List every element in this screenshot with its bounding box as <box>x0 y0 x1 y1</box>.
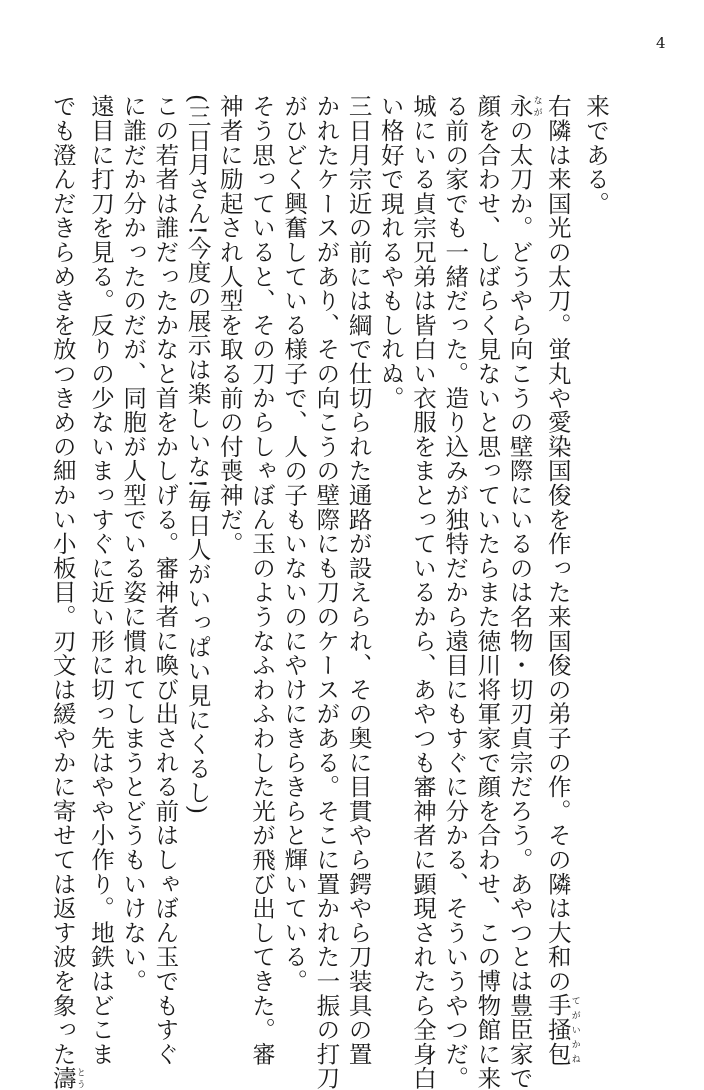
text-line-with-ruby: 右隣は来国光の太刀。蛍丸や愛染国俊を作った来国俊の弟子の作。その隣は大和の手掻包てがいかね <box>543 94 580 1067</box>
vertical-text-body <box>47 94 612 1090</box>
furigana-ruby: 濤とう <box>48 1066 85 1090</box>
furigana-reading: なが <box>531 94 542 119</box>
text-line: そう思っていると、その刀からしゃぼん玉のようなふわふわした光が飛び出してきた。審 <box>247 94 276 1066</box>
text-line: 顔を合わせ、しばらく見ないと思っていたらまた徳川将軍家で顔を合わせ、この博物館に来 <box>473 94 502 1090</box>
text-line: に誰だか分かったのだが、同胞が人型でいる姿に慣れてしまうとどうもいけない。 <box>119 94 148 994</box>
text-line: 来である。 <box>582 94 610 216</box>
text-line: 城にいる貞宗兄弟は皆白い衣服をまとっているから、あやつも審神者に顕現されたら全身白 <box>408 94 437 1090</box>
furigana-reading: てがいかね <box>569 993 580 1066</box>
furigana-ruby: 永なが <box>505 94 542 119</box>
text-line: 遠目に打刀を見る。反りの少ないまっすぐに近い形に切っ先はやや小作り。地鉄はどこま <box>86 94 115 1066</box>
text-line: 三日月宗近の前には綱で仕切られた通路が設えられ、その奥に目貫やら鍔やら刀装具の置 <box>344 94 373 1066</box>
text-line: (三日月さん!今度の展示は楽しいな!毎日人がいっぱい見にくるし) <box>183 94 212 815</box>
text-line: 神者に励起され人型を取る前の付喪神だ。 <box>215 94 244 556</box>
page-number: 4 <box>656 34 666 52</box>
text-line: かれたケースがあり、その向こうの壁際にも刀のケースがある。そこに置かれた一振の打刀 <box>312 94 341 1090</box>
furigana-reading: とう <box>74 1066 85 1090</box>
text-line: い格好で現れるやもしれぬ。 <box>376 94 405 410</box>
text-line: この若者は誰だったかなと首をかしげる。審神者に喚び出される前はしゃぼん玉でもすぐ <box>151 94 180 1066</box>
furigana-ruby: 手掻包てがいかね <box>543 993 580 1067</box>
text-line-with-ruby: 永ながの太刀か。どうやら向こうの壁際にいるのは名物・切刃貞宗だろう。あやつとは豊臣家で <box>505 94 542 1090</box>
text-line-with-ruby: でも澄んだきらめきを放つきめの細かい小板目。刃文は緩やかに寄せては返す波を象った濤とう <box>48 94 85 1090</box>
text-line: る前の家でも一緒だった。造り込みが独特だから遠目にもすぐに分かる、そういうやつだ。 <box>441 94 470 1090</box>
text-line: がひどく興奮している様子で、人の子もいないのにやけにきらきらと輝いている。 <box>280 94 309 994</box>
